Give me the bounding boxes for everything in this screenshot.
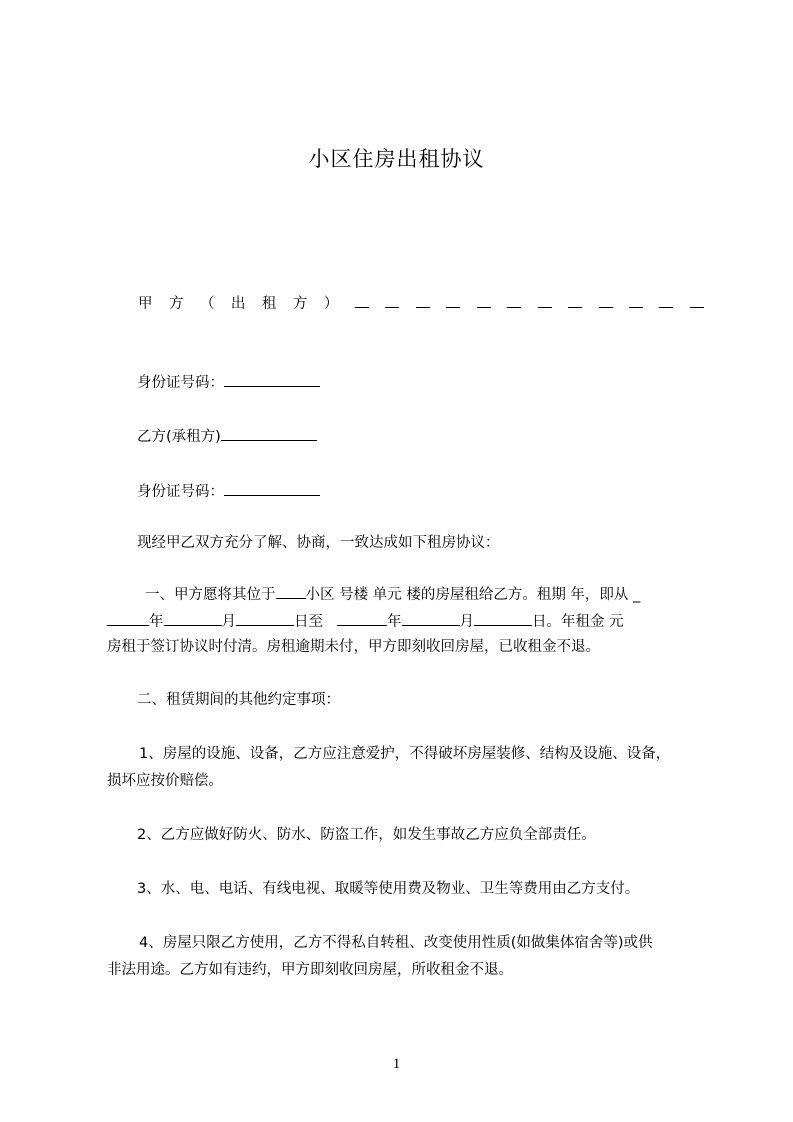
party-a-char: 甲 (138, 296, 153, 312)
clause1-blank (337, 610, 387, 626)
intro-paragraph: 现经甲乙双方充分了解、协商，一致达成如下租房协议： (137, 535, 500, 551)
item4-line2: 非法用途。乙方如有违约，甲方即刻收回房屋，所收租金不退。 (107, 962, 513, 978)
clause1-blank (236, 610, 294, 626)
clause1-blank (164, 610, 222, 626)
party-a-blank (659, 293, 673, 308)
clause1-line3: 房租于签订协议时付清。房租逾期未付，甲方即刻收回房屋，已收租金不退。 (107, 639, 600, 655)
item1-line2: 损坏应按价赔偿。 (107, 773, 223, 789)
id-number-blank (224, 480, 320, 496)
party-a-blank (446, 293, 460, 308)
party-a-blank (477, 293, 491, 308)
party-a-blank (538, 293, 552, 308)
clause1-text: 一、甲方愿将其位于 (145, 587, 276, 603)
party-a-blank (629, 293, 643, 308)
document-title: 小区住房出租协议 (308, 147, 485, 171)
party-a-char: 出 (230, 296, 246, 312)
item1-line1: 1、房屋的设施、设备，乙方应注意爱护，不得破坏房屋装修、结构及设施、设备， (139, 746, 671, 762)
id-number-blank (224, 371, 320, 387)
clause1-text: 年 (149, 614, 164, 630)
id-number-line-a (137, 371, 320, 393)
clause1-text: 年 (387, 614, 402, 630)
clause1-blank (276, 583, 306, 599)
clause1-blank (107, 610, 149, 626)
party-a-blank (416, 293, 430, 308)
item3-paragraph: 3、水、电、电话、有线电视、取暖等使用费及物业、卫生等费用由乙方支付。 (137, 881, 640, 897)
clause1-text: 小区 号楼 单元 楼的房屋租给乙方。租期 年，即从 _ (305, 587, 641, 603)
party-a-char: 方 (292, 296, 308, 312)
party-a-char: （ (199, 296, 215, 312)
clause1-text: 日。年租金 元 (532, 614, 624, 630)
clause1-blank (402, 610, 460, 626)
id-number-label: 身份证号码： (137, 375, 224, 391)
clause1-line1 (145, 583, 640, 605)
party-a-line (138, 292, 704, 313)
party-b-label: 乙方(承租方) (137, 429, 221, 445)
clause1-text: 月 (459, 614, 474, 630)
party-a-char: ） (323, 296, 339, 312)
party-a-blank (690, 293, 704, 308)
clause1-text: 日至 (294, 614, 323, 630)
party-a-blank (355, 293, 369, 308)
party-a-char: 租 (261, 296, 277, 312)
party-a-blank (507, 293, 521, 308)
page-number: 1 (392, 1056, 401, 1072)
clause1-text: 月 (221, 614, 236, 630)
id-number-label: 身份证号码： (137, 484, 224, 500)
party-a-blank (599, 293, 613, 308)
party-b-blank (221, 425, 317, 441)
party-b-line (137, 425, 317, 447)
item2-paragraph: 2、乙方应做好防火、防水、防盗工作，如发生事故乙方应负全部责任。 (137, 827, 596, 843)
party-a-blank (385, 293, 399, 308)
clause1-line2 (107, 610, 624, 632)
item4-line1: 4、房屋只限乙方使用，乙方不得私自转租、改变使用性质(如做集体宿舍等)或供 (139, 935, 653, 951)
id-number-line-b (137, 480, 320, 502)
clause2-heading: 二、租赁期间的其他约定事项： (137, 692, 340, 708)
party-a-char: 方 (168, 296, 184, 312)
party-a-blank (568, 293, 582, 308)
clause1-blank (474, 610, 532, 626)
